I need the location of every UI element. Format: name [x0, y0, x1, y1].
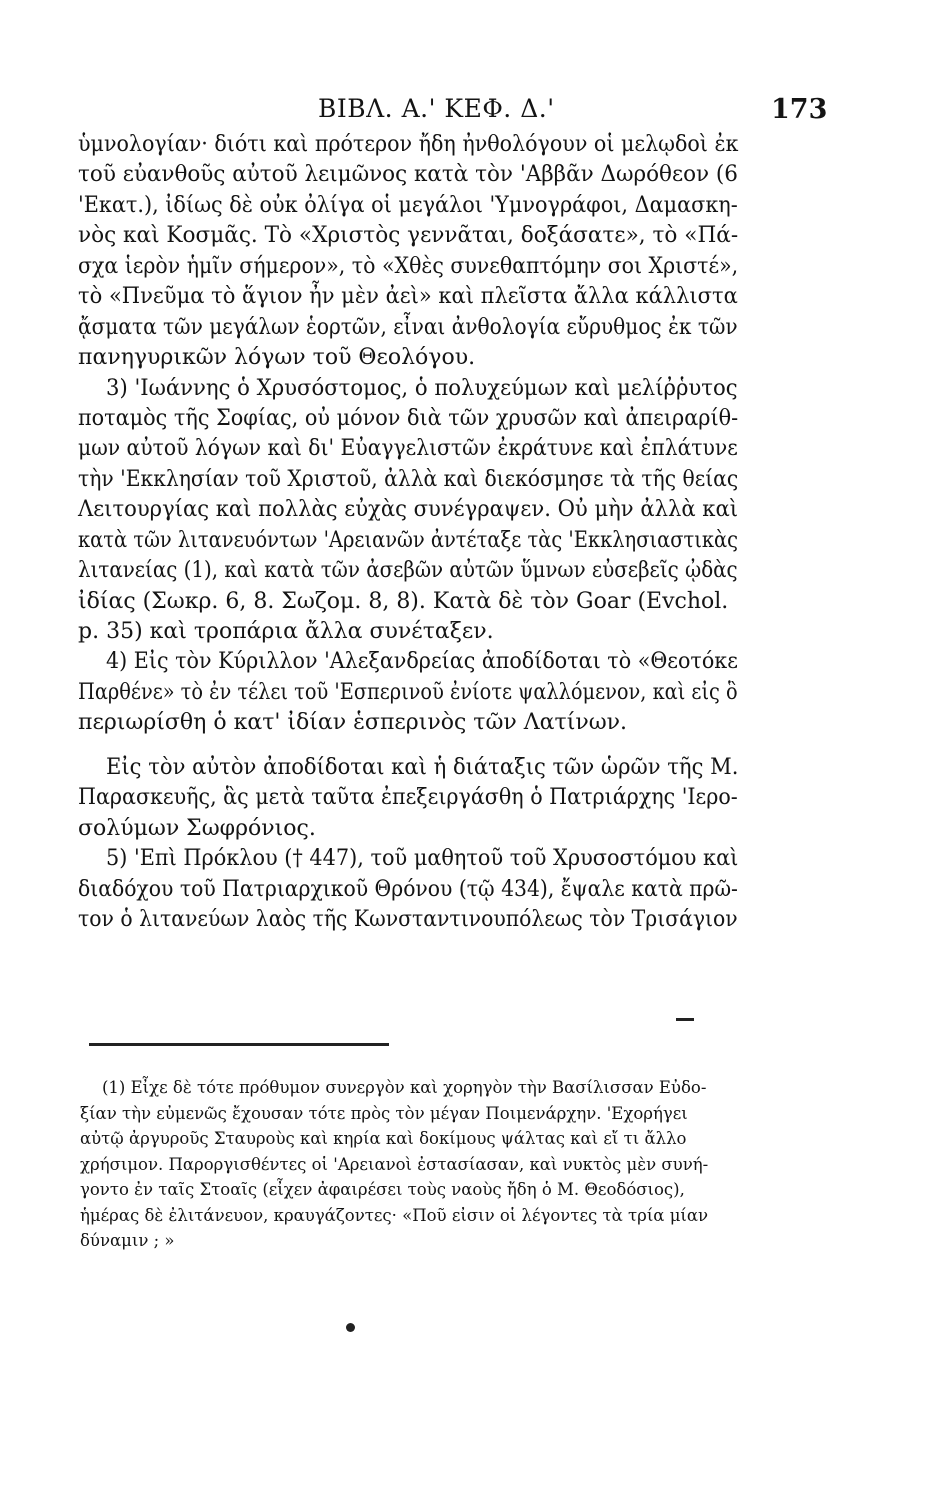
text-line: σολύμων Σωφρόνιος.: [78, 815, 316, 841]
text-line: ὑμνολογίαν· διότι καὶ πρότερον ἤδη ἠνθολόγουν οἱ μελῳδοὶ ἐκ: [78, 132, 739, 157]
text-line: 5) 'Επὶ Πρόκλου († 447), τοῦ μαθητοῦ τοῦ Χρυσοστόμου καὶ: [106, 846, 739, 872]
text-line: πανηγυρικῶν λόγων τοῦ Θεολόγου.: [78, 345, 476, 371]
text-line: Λειτουργίας καὶ πολλὰς εὐχὰς συνέγραψεν. Οὐ μὴν ἀλλὰ καὶ: [78, 497, 739, 523]
text-line: 3) 'Ιωάννης ὁ Χρυσόστομος, ὁ πολυχεύμων καὶ μελίῤῥυτος: [106, 375, 738, 401]
text-line: νὸς καὶ Κοσμᾶς. Τὸ «Χριστὸς γεννᾶται, δοξάσατε», τὸ «Πά-: [78, 223, 739, 249]
text-line: τον ὁ λιτανεύων λαὸς τῆς Κωνσταντινουπόλεως τὸν Τρισάγιον: [78, 906, 738, 932]
text-line: ποταμὸς τῆς Σοφίας, οὐ μόνον διὰ τῶν χρυσῶν καὶ ἀπειραρίθ-: [78, 405, 739, 431]
text-line: Παρθένε» τὸ ἐν τέλει τοῦ 'Εσπερινοῦ ἐνίοτε ψαλλόμενον, καὶ εἰς ὃ: [78, 679, 738, 705]
footnote-line: ξίαν τὴν εὐμενῶς ἔχουσαν τότε πρὸς τὸν μέγαν Ποιμενάρχην. 'Εχορήγει: [80, 1103, 688, 1123]
body-text: [78, 130, 738, 935]
text-line: διαδόχου τοῦ Πατριαρχικοῦ Θρόνου (τῷ 434), ἔψαλε κατὰ πρῶ-: [78, 876, 738, 902]
text-line: Εἰς τὸν αὐτὸν ἀποδίδοται καὶ ἡ διάταξις τῶν ὡρῶν τῆς Μ.: [106, 754, 739, 780]
footnote-line: (1) Εἶχε δὲ τότε πρόθυμον συνεργὸν καὶ χορηγὸν τὴν Βασίλισσαν Εὐδο-: [102, 1078, 707, 1097]
text-line: περιωρίσθη ὁ κατ' ἰδίαν ἑσπερινὸς τῶν Λατίνων.: [78, 710, 628, 736]
text-line: τὴν 'Εκκλησίαν τοῦ Χριστοῦ, ἀλλὰ καὶ διεκόσμησε τὰ τῆς θείας: [78, 466, 739, 492]
text-line: Παρασκευῆς, ἃς μετὰ ταῦτα ἐπεξειργάσθη ὁ Πατριάρχης 'Ιερο-: [78, 785, 738, 811]
text-line: p. 35) καὶ τροπάρια ἄλλα συνέταξεν.: [78, 619, 494, 644]
text-line: 4) Εἰς τὸν Κύριλλον 'Αλεξανδρείας ἀποδίδοται τὸ «Θεοτόκε: [106, 649, 738, 675]
running-head: ΒΙΒΛ. Α.' ΚΕΦ. Δ.': [318, 94, 555, 123]
text-line: τοῦ εὐανθοῦς αὐτοῦ λειμῶνος κατὰ τὸν 'Αββᾶν Δωρόθεον (6: [78, 162, 738, 188]
footnotes: [80, 1075, 740, 1254]
text-line: λιτανείας (1), καὶ κατὰ τῶν ἀσεβῶν αὐτῶν ὕμνων εὐσεβεῖς ᾠδὰς: [78, 558, 738, 584]
text-line: ᾄσματα τῶν μεγάλων ἑορτῶν, εἶναι ἀνθολογία εὔρυθμος ἐκ τῶν: [78, 314, 738, 340]
text-line: μων αὐτοῦ λόγων καὶ δι' Εὐαγγελιστῶν ἐκράτυνε καὶ ἐπλάτυνε: [78, 436, 738, 462]
footnote-line: γοντο ἐν ταῖς Στοαῖς (εἶχεν ἀφαιρέσει τοὺς ναοὺς ἤδη ὁ Μ. Θεοδόσιος),: [80, 1180, 685, 1199]
text-line: κατὰ τῶν λιτανευόντων 'Αρειανῶν ἀντέταξε τὰς 'Εκκλησιαστικὰς: [78, 527, 739, 553]
page-number: 173: [771, 94, 828, 125]
text-line: τὸ «Πνεῦμα τὸ ἅγιον ἦν μὲν ἀεὶ» καὶ πλεῖστα ἄλλα κάλλιστα: [78, 284, 738, 310]
footnote-line: δύναμιν ; »: [80, 1231, 175, 1250]
footnote-rule: [89, 1043, 389, 1046]
ink-dot: [346, 1323, 355, 1332]
text-line: σχα ἱερὸν ἡμῖν σήμερον», τὸ «Χθὲς συνεθαπτόμην σοι Χριστέ»,: [78, 253, 739, 279]
footnote-line: αὐτῷ ἀργυροῦς Σταυροὺς καὶ κηρία καὶ δοκίμους ψάλτας καὶ εἴ τι ἄλλο: [80, 1129, 687, 1148]
text-line: 'Εκατ.), ἰδίως δὲ οὐκ ὀλίγα οἱ μεγάλοι 'Υμνογράφοι, Δαμασκη-: [78, 192, 738, 218]
footnote-line: χρήσιμον. Παροργισθέντες οἱ 'Αρειανοὶ ἐστασίασαν, καὶ νυκτὸς μὲν συνή-: [80, 1154, 709, 1174]
hyphen-mark: [676, 1018, 694, 1021]
text-line: ἰδίας (Σωκρ. 6, 8. Σωζομ. 8, 8). Κατὰ δὲ τὸν Goar (Evchol.: [78, 588, 729, 614]
footnote-line: ἡμέρας δὲ ἐλιτάνευον, κραυγάζοντες· «Ποῦ εἰσιν οἱ λέγοντες τὰ τρία μίαν: [80, 1205, 709, 1225]
